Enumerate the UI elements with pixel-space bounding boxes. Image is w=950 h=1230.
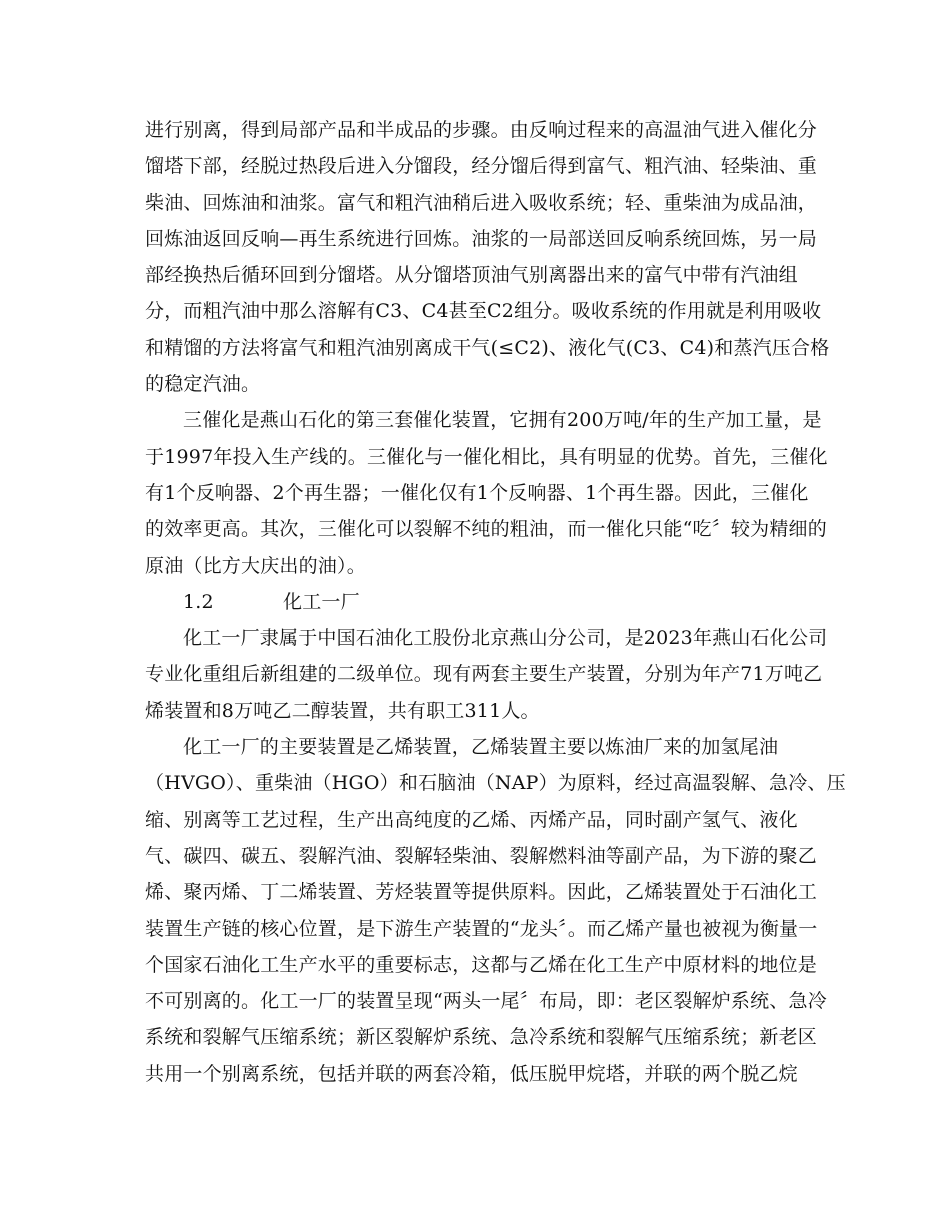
text-line: 化工一厂隶属于中国石油化工股份北京燕山分公司，是2023年燕山石化公司 [183, 627, 828, 650]
text-line: 部经换热后循环回到分馏塔。从分馏塔顶油气别离器出来的富气中带有汽油组 [145, 264, 798, 287]
paragraph [145, 112, 830, 402]
text-line: 的效率更高。其次，三催化可以裂解不纯的粗油，而一催化只能“吃〞较为精细的 [145, 518, 827, 541]
text-line: 原油（比方大庆出的油）。 [145, 554, 366, 577]
text-line: 专业化重组后新组建的二级单位。现有两套主要生产装置，分别为年产71万吨乙 [145, 663, 823, 686]
text-line: 化工一厂的主要装置是乙烯装置，乙烯装置主要以炼油厂来的加氢尾油 [183, 736, 779, 759]
text-line: 烯装置和8万吨乙二醇装置，共有职工311人。 [145, 699, 540, 722]
text-line: 进行别离，得到局部产品和半成品的步骤。由反响过程来的高温油气进入催化分 [145, 119, 818, 141]
text-line: 和精馏的方法将富气和粗汽油别离成干气(≤C2)、液化气(C3、C4)和蒸汽压合格 [145, 336, 830, 359]
paragraph [145, 402, 828, 583]
text-line: 气、碳四、碳五、裂解汽油、裂解轻柴油、裂解燃料油等副产品，为下游的聚乙 [145, 844, 818, 867]
text-line: （HVGO）、重柴油（HGO）和石脑油（NAP）为原料，经过高温裂解、急冷、压 [145, 772, 846, 795]
heading-line [145, 584, 810, 620]
text-line: 的稳定汽油。 [145, 373, 261, 396]
text-line: 有1个反响器、2个再生器；一催化仅有1个反响器、1个再生器。因此，三催化 [145, 481, 809, 504]
text-line: 于1997年投入生产线的。三催化与一催化相比，具有明显的优势。首先，三催化 [145, 445, 828, 468]
text-line: 装置生产链的核心位置，是下游生产装置的“龙头〞。而乙烯产量也被视为衡量一 [145, 917, 818, 940]
text-line: 不可别离的。化工一厂的装置呈现“两头一尾〞布局，即：老区裂解炉系统、急冷 [145, 990, 827, 1013]
text-line: 缩、别离等工艺过程，生产出高纯度的乙烯、丙烯产品，同时副产氢气、液化 [145, 808, 798, 831]
heading-title: 化工一厂 [283, 590, 360, 613]
text-line: 个国家石油化工生产水平的重要标志，这都与乙烯在化工生产中原材料的地位是 [145, 953, 818, 976]
paragraph [145, 729, 846, 1092]
section-heading [145, 584, 810, 620]
heading-number: 1.2 [183, 590, 214, 613]
paragraph [145, 620, 828, 729]
text-line: 系统和裂解气压缩系统；新区裂解炉系统、急冷系统和裂解气压缩系统；新老区 [145, 1026, 818, 1049]
text-line: 烯、聚丙烯、丁二烯装置、芳烃装置等提供原料。因此，乙烯装置处于石油化工 [145, 881, 818, 904]
document-body [145, 112, 846, 1092]
text-line: 柴油、回炼油和油浆。富气和粗汽油稍后进入吸收系统；轻、重柴油为成品油， [145, 191, 818, 214]
text-line: 三催化是燕山石化的第三套催化装置，它拥有200万吨/年的生产加工量，是 [183, 409, 822, 432]
text-line: 馏塔下部，经脱过热段后进入分馏段，经分馏后得到富气、粗汽油、轻柴油、重 [145, 155, 818, 178]
text-line: 分，而粗汽油中那么溶解有C3、C4甚至C2组分。吸收系统的作用就是利用吸收 [145, 300, 822, 323]
text-line: 共用一个别离系统，包括并联的两套冷箱，低压脱甲烷塔，并联的两个脱乙烷 [145, 1062, 798, 1085]
text-line: 回炼油返回反响—再生系统进行回炼。油浆的一局部送回反响系统回炼，另一局 [145, 227, 818, 250]
